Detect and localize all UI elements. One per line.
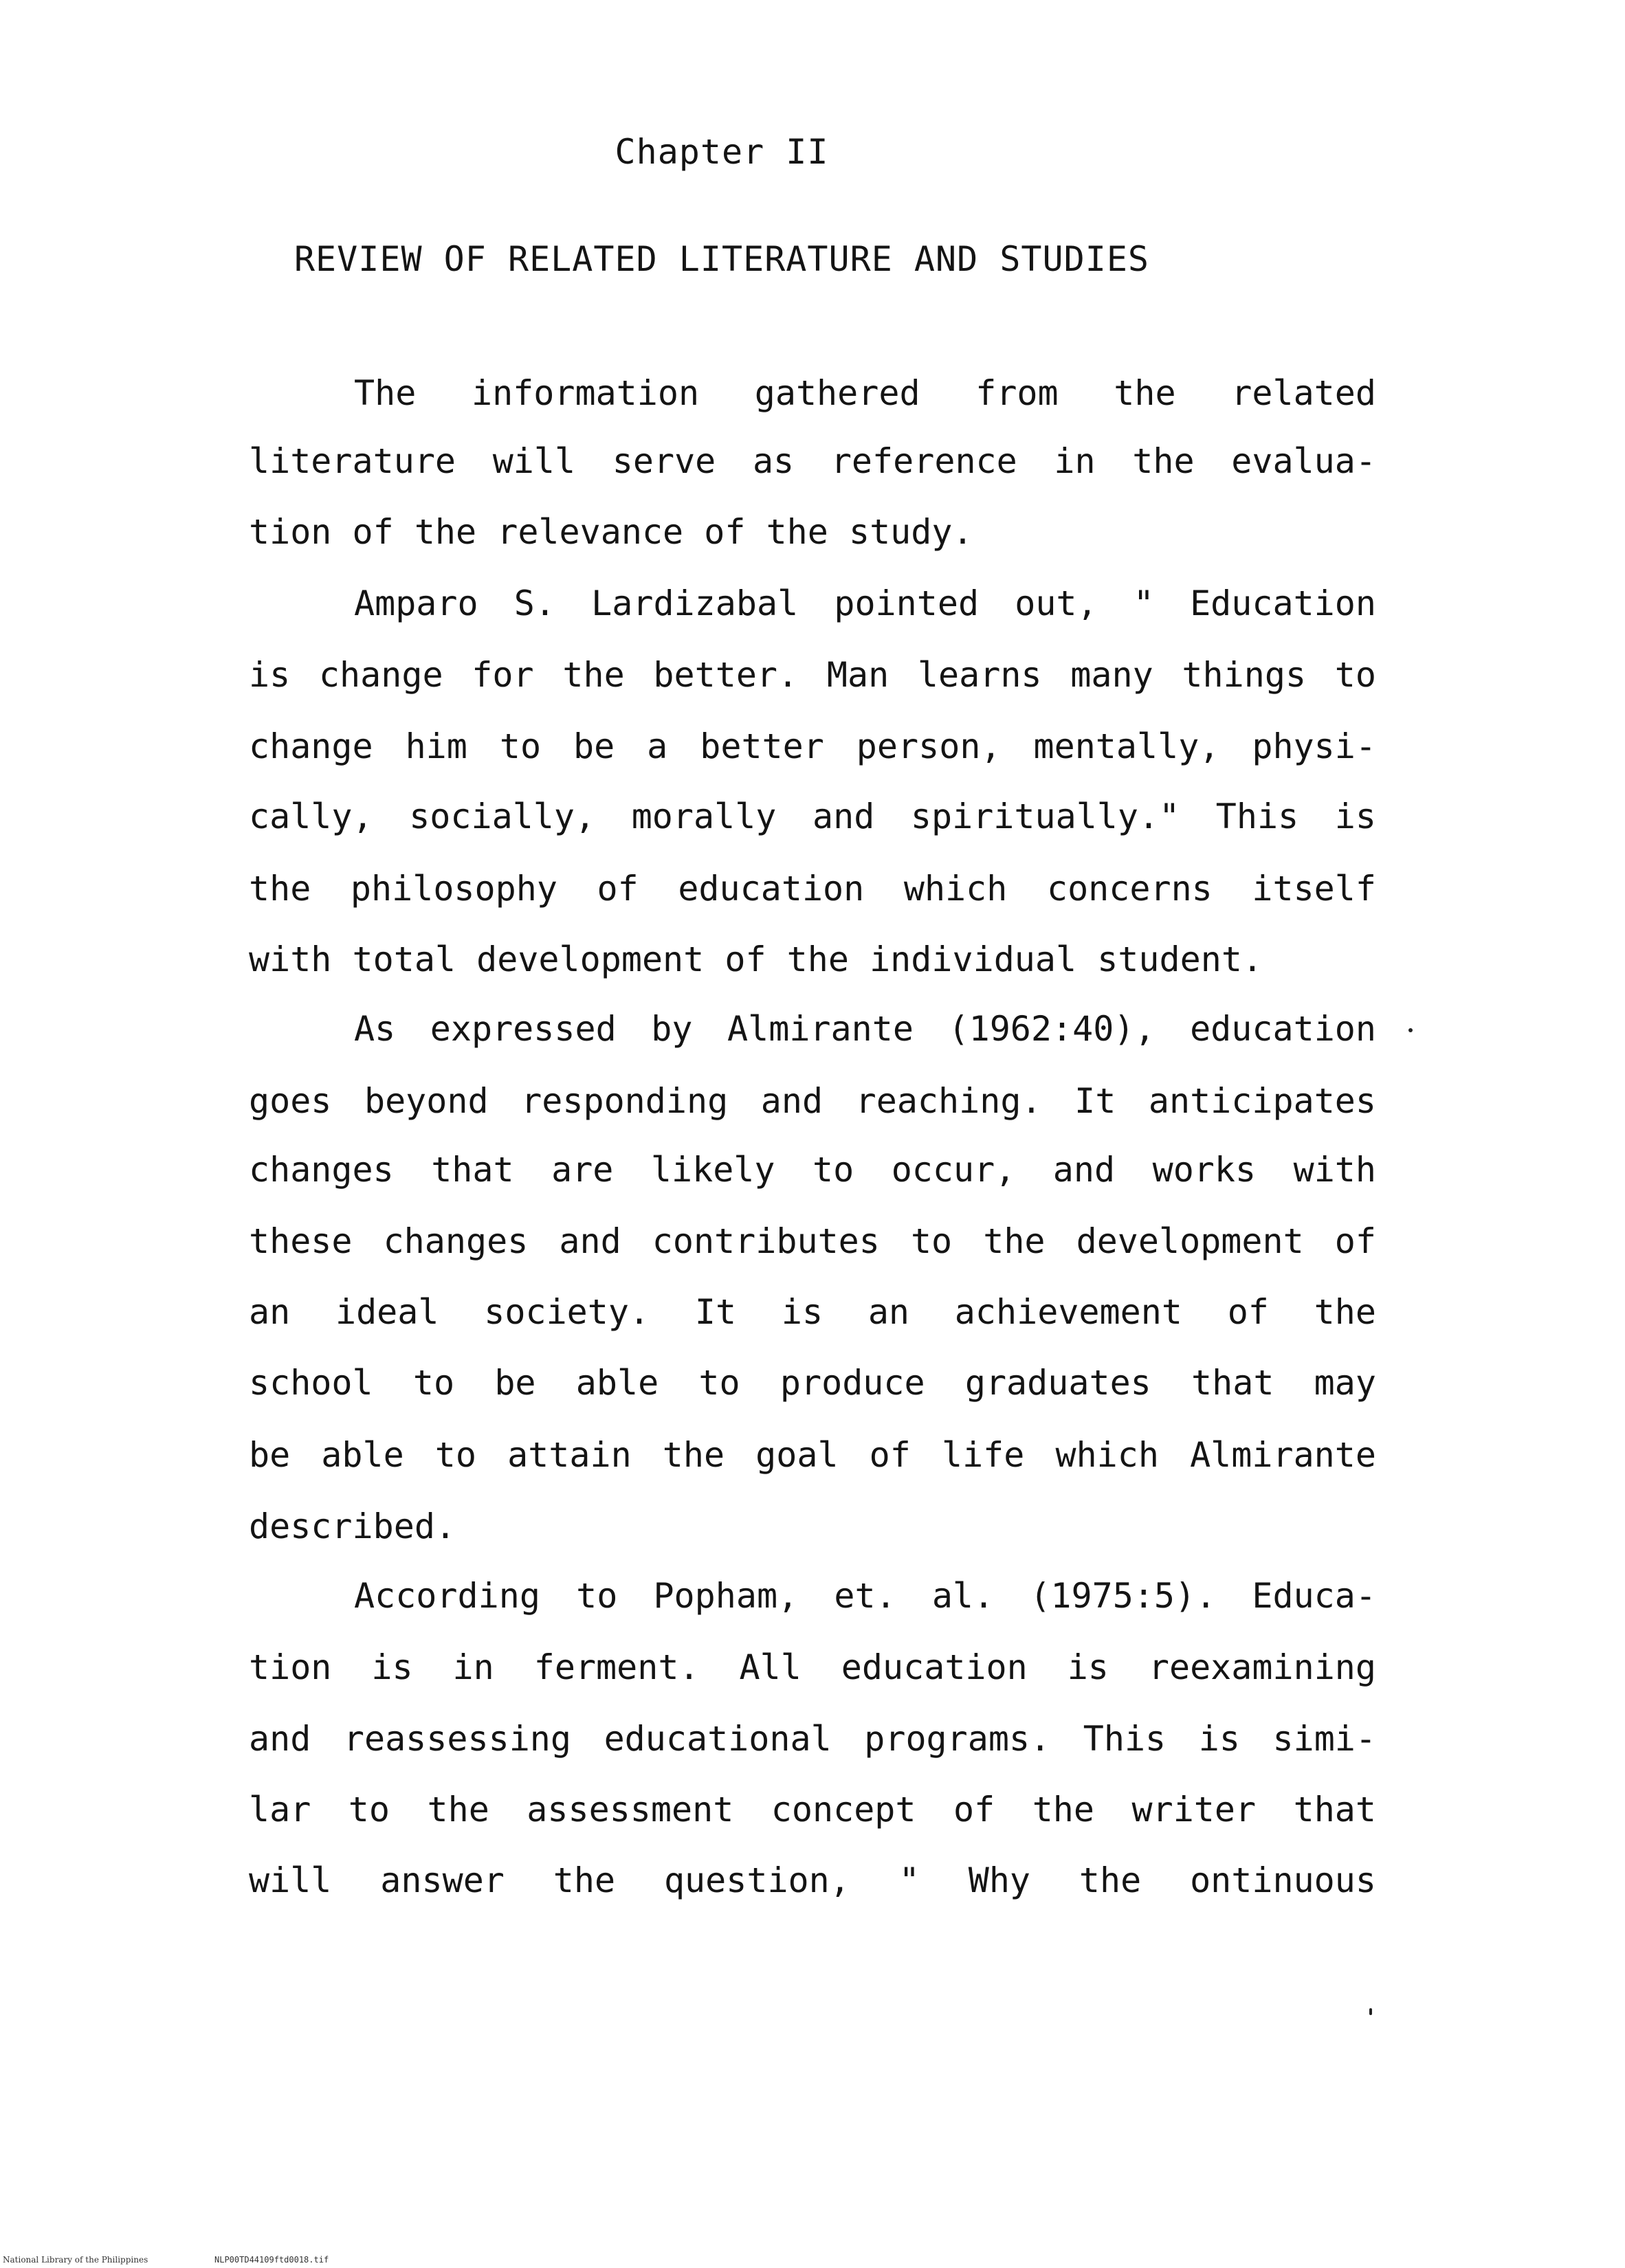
scan-speck [1369,2008,1372,2015]
paragraph-4-line-2: tion is in ferment. All education is reexamining [249,1647,1376,1687]
paragraph-2-line-1: Amparo S. Lardizabal pointed out, " Education [354,583,1376,623]
paragraph-4-line-5: will answer the question, " Why the ontinuous [249,1860,1376,1900]
paragraph-2-line-4: cally, socially, morally and spiritually." This is [249,797,1376,836]
paragraph-3-line-8: described. [249,1507,456,1546]
paragraph-4-line-4: lar to the assessment concept of the writer that [249,1790,1376,1830]
paragraph-1-line-3: tion of the relevance of the study. [249,512,973,552]
paragraph-3-line-6: school to be able to produce graduates that may [249,1363,1376,1403]
paragraph-2-line-2: is change for the better. Man learns many things to [249,655,1376,695]
footer-library-label: National Library of the Philippines [3,2255,148,2265]
paragraph-3-line-3: changes that are likely to occur, and works with [249,1150,1376,1190]
paragraph-2-line-3: change him to be a better person, mentally, physi- [249,726,1376,766]
paragraph-1-line-1: The information gathered from the related [354,373,1376,413]
scan-speck [1408,1028,1413,1032]
paragraph-3-line-7: be able to attain the goal of life which Almirante [249,1435,1376,1475]
section-title: REVIEW OF RELATED LITERATURE AND STUDIES [294,239,1150,279]
paragraph-4-line-3: and reassessing educational programs. This is simi- [249,1719,1376,1759]
paragraph-3-line-2: goes beyond responding and reaching. It anticipates [249,1081,1376,1121]
paragraph-4-line-1: According to Popham, et. al. (1975:5). Educa- [354,1576,1376,1616]
paragraph-2-line-5: the philosophy of education which concerns itself [249,869,1376,909]
chapter-heading: Chapter II [615,132,829,172]
paragraph-2-line-6: with total development of the individual student. [249,940,1263,979]
paragraph-1-line-2: literature will serve as reference in the evalua- [249,441,1376,481]
paragraph-3-line-1: As expressed by Almirante (1962:40), education [354,1009,1376,1049]
footer-filename: NLP00TD44109ftd0018.tif [214,2255,329,2265]
paragraph-3-line-4: these changes and contributes to the development of [249,1221,1376,1261]
paragraph-3-line-5: an ideal society. It is an achievement of the [249,1292,1376,1332]
